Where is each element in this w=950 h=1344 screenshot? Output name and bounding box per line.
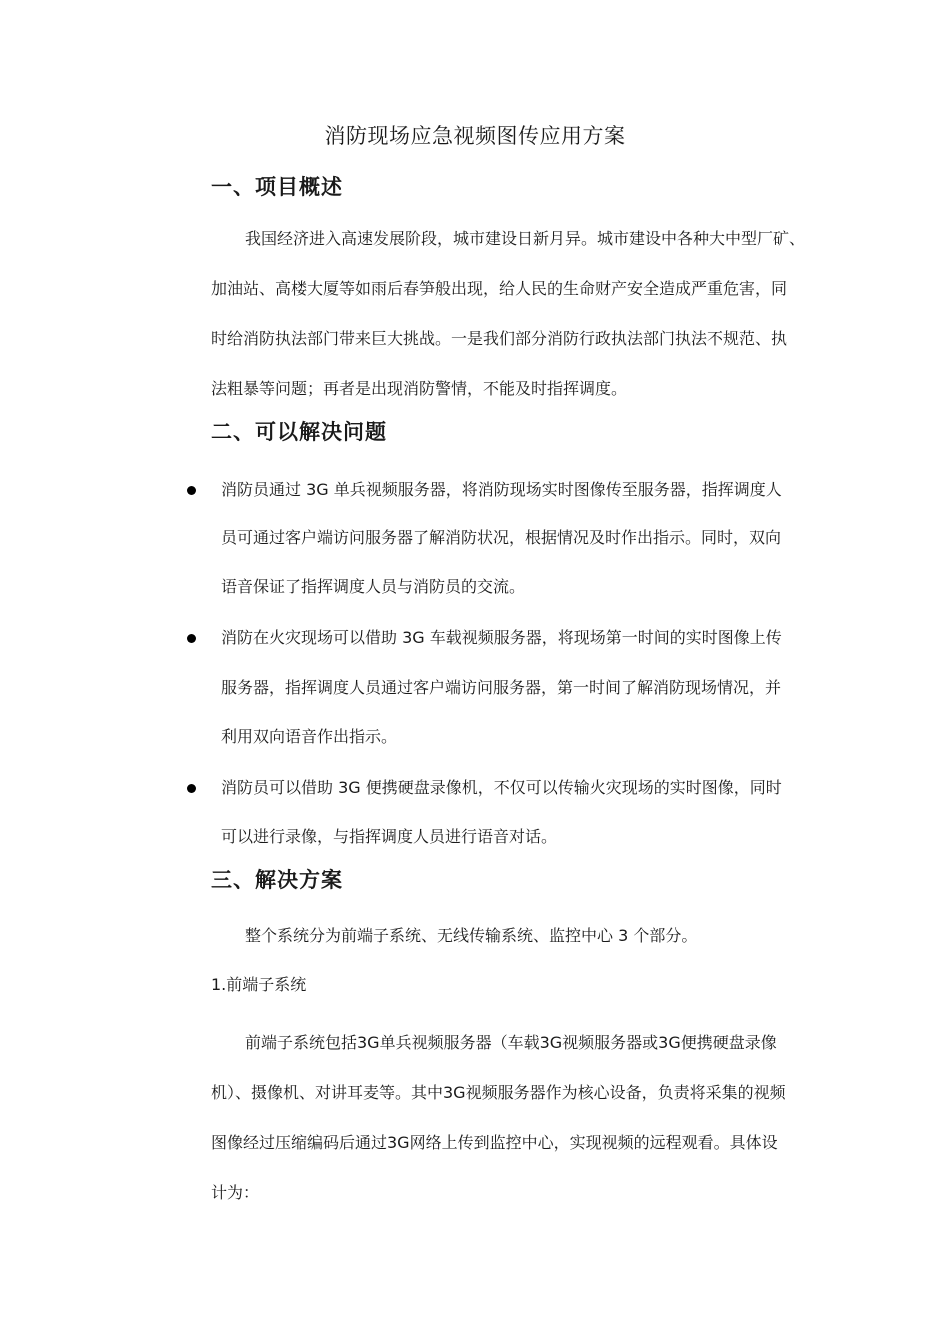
bullet-line: 消防在火灾现场可以借助 3G 车载视频服务器，将现场第一时间的实时图像上传 [221, 628, 782, 647]
bullet-line: 利用双向语音作出指示。 [221, 727, 398, 746]
bullet-icon [187, 486, 196, 495]
paragraph-line: 前端子系统包括3G单兵视频服务器（车载3G视频服务器或3G便携硬盘录像 [245, 1033, 777, 1052]
paragraph-line: 加油站、高楼大厦等如雨后春笋般出现，给人民的生命财产安全造成严重危害，同 [211, 279, 788, 298]
paragraph-line: 计为： [211, 1183, 260, 1202]
bullet-icon [187, 784, 196, 793]
subsection-heading: 1.前端子系统 [211, 975, 307, 994]
paragraph-line: 法粗暴等问题；再者是出现消防警情，不能及时指挥调度。 [211, 379, 628, 398]
paragraph-line: 我国经济进入高速发展阶段，城市建设日新月异。城市建设中各种大中型厂矿、 [245, 229, 806, 248]
bullet-line: 可以进行录像，与指挥调度人员进行语音对话。 [221, 827, 558, 846]
section-heading-overview: 一、项目概述 [211, 175, 343, 199]
document-title: 消防现场应急视频图传应用方案 [324, 124, 626, 148]
section-heading-problems: 二、可以解决问题 [211, 420, 387, 444]
paragraph-line: 机）、摄像机、对讲耳麦等。其中3G视频服务器作为核心设备，负责将采集的视频 [211, 1083, 786, 1102]
paragraph-line: 时给消防执法部门带来巨大挑战。一是我们部分消防行政执法部门执法不规范、执 [211, 329, 788, 348]
paragraph-line: 图像经过压缩编码后通过3G网络上传到监控中心，实现视频的远程观看。具体设 [211, 1133, 778, 1152]
bullet-line: 服务器，指挥调度人员通过客户端访问服务器，第一时间了解消防现场情况，并 [221, 678, 782, 697]
bullet-line: 语音保证了指挥调度人员与消防员的交流。 [221, 577, 526, 596]
bullet-line: 消防员可以借助 3G 便携硬盘录像机，不仅可以传输火灾现场的实时图像，同时 [221, 778, 782, 797]
bullet-icon [187, 634, 196, 643]
bullet-line: 员可通过客户端访问服务器了解消防状况，根据情况及时作出指示。同时，双向 [221, 528, 782, 547]
section-heading-solution: 三、解决方案 [211, 868, 343, 892]
paragraph-line: 整个系统分为前端子系统、无线传输系统、监控中心 3 个部分。 [245, 926, 698, 945]
bullet-line: 消防员通过 3G 单兵视频服务器，将消防现场实时图像传至服务器，指挥调度人 [221, 480, 782, 499]
